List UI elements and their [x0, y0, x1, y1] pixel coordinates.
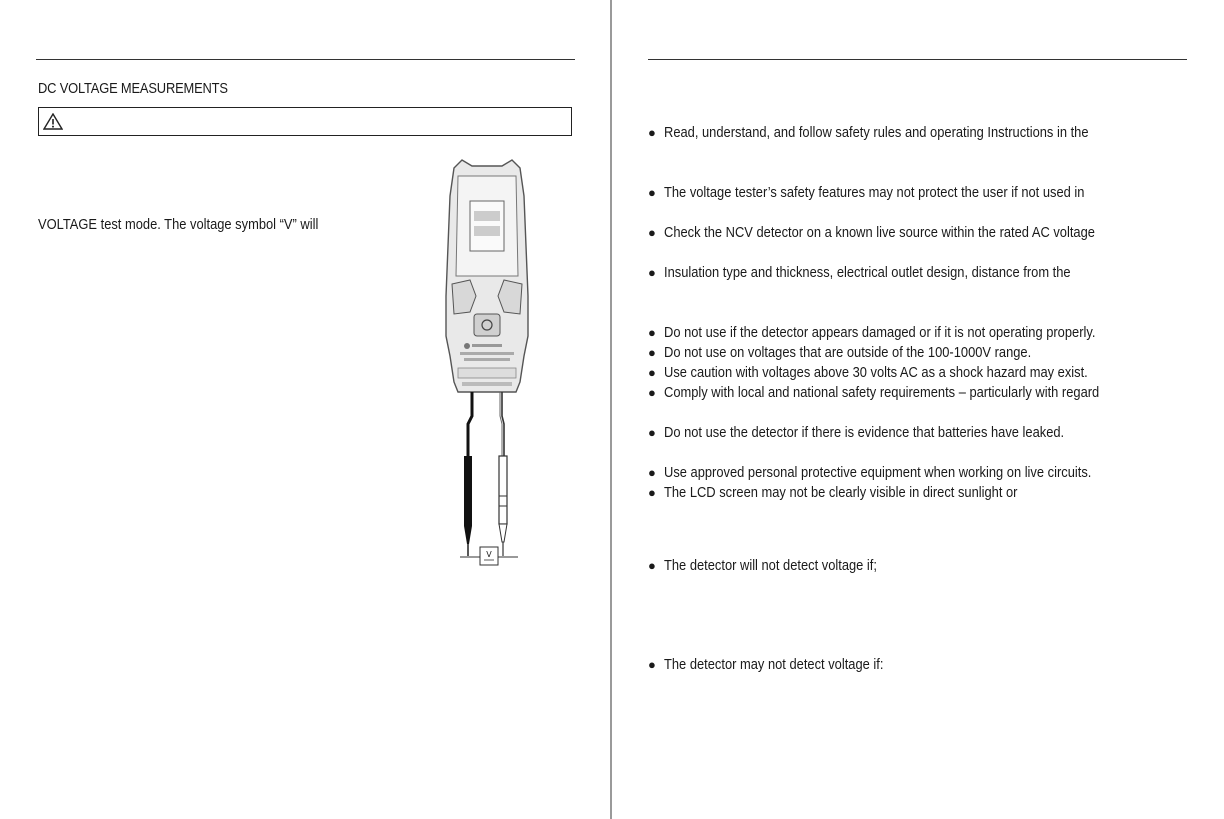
list-item: ● Comply with local and national safety requirements – particularly with regard	[648, 384, 1100, 401]
right-page	[613, 0, 1224, 819]
list-item: ● The detector will not detect voltage if;	[648, 557, 877, 574]
list-item: ● Insulation type and thickness, electrical outlet design, distance from the	[648, 264, 1071, 281]
list-item: ● Use approved personal protective equipment when working on live circuits.	[648, 464, 1092, 481]
voltage-tester-illustration-icon	[432, 156, 542, 576]
svg-text:V: V	[486, 550, 492, 559]
list-item: ● Do not use the detector if there is evidence that batteries have leaked.	[648, 424, 1065, 441]
list-item: ● The voltage tester’s safety features may not protect the user if not used in	[648, 184, 1085, 201]
left-page	[0, 0, 611, 819]
list-item: ● Do not use if the detector appears damaged or if it is not operating properly.	[648, 324, 1096, 341]
warning-triangle-icon	[43, 113, 63, 130]
section-heading: DC VOLTAGE MEASUREMENTS	[38, 80, 228, 97]
list-item: ● Do not use on voltages that are outside of the 100-1000V range.	[648, 344, 1032, 361]
top-rule	[36, 59, 575, 60]
top-rule	[648, 59, 1187, 60]
body-text: VOLTAGE test mode. The voltage symbol “V” will	[38, 216, 319, 233]
list-item: ● The LCD screen may not be clearly visible in direct sunlight or	[648, 484, 1018, 501]
list-item: ● Check the NCV detector on a known live source within the rated AC voltage	[648, 224, 1095, 241]
list-item: ● Read, understand, and follow safety rules and operating Instructions in the	[648, 124, 1089, 141]
list-item: ● The detector may not detect voltage if:	[648, 656, 884, 673]
list-item: ● Use caution with voltages above 30 volts AC as a shock hazard may exist.	[648, 364, 1088, 381]
warning-box	[38, 107, 572, 136]
